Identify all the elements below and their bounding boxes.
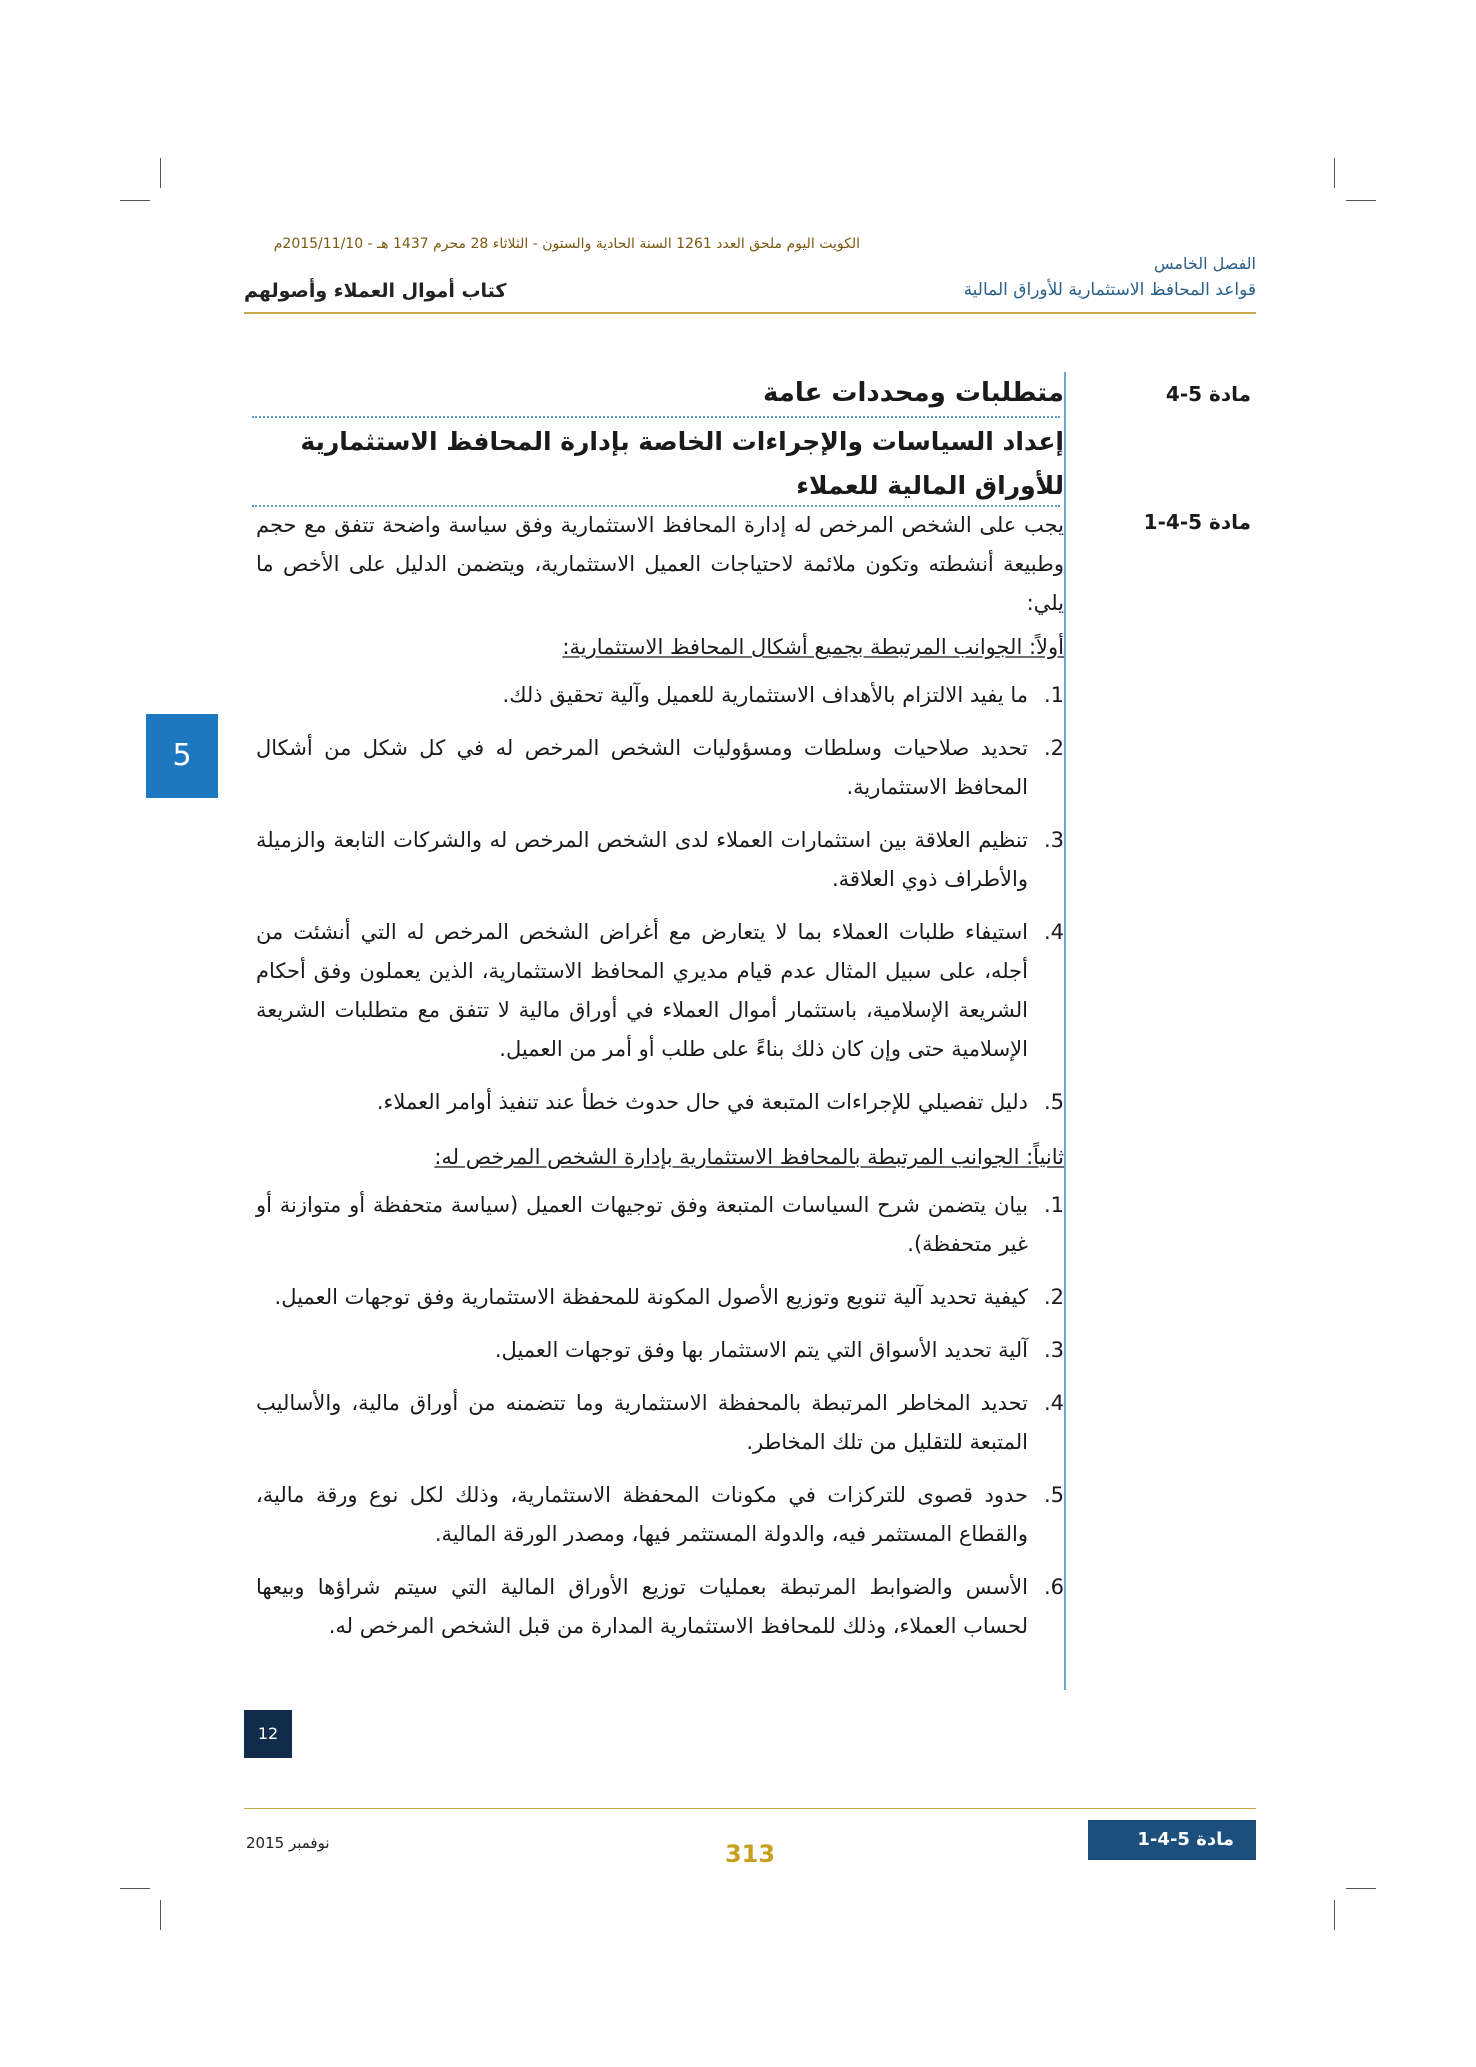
chapter-tab: 5	[146, 714, 218, 798]
list-item	[256, 1476, 1064, 1554]
crop-mark	[1346, 200, 1376, 201]
item-text: آلية تحديد الأسواق التي يتم الاستثمار بها وفق توجهات العميل.	[494, 1338, 1028, 1362]
item-number: 3.	[1043, 1338, 1064, 1362]
article-intro: يجب على الشخص المرخص له إدارة المحافظ الاستثمارية وفق سياسة واضحة تتفق مع حجم وطبيعة أنشطته وتكون ملائمة لاحتياجات العميل الاستثمارية، ويتضمن الدليل على الأخص ما يلي:	[256, 513, 1064, 615]
item-number: 1.	[1043, 683, 1064, 707]
chapter-label: الفصل الخامس	[1154, 254, 1256, 273]
item-text: بيان يتضمن شرح السياسات المتبعة وفق توجيهات العميل (سياسة متحفظة أو متوازنة أو غير متحفظة).	[256, 1193, 1028, 1256]
crop-mark	[160, 1900, 161, 1930]
item-number: 2.	[1043, 736, 1064, 760]
article-label-5-4: مادة 5-4	[1165, 382, 1251, 406]
item-text: الأسس والضوابط المرتبطة بعمليات توزيع الأوراق المالية التي سيتم شراؤها وبيعها لحساب العملاء، وذلك للمحافظ الاستثمارية المدارة من قبل الشخص المرخص له.	[256, 1575, 1028, 1638]
list-item	[256, 821, 1064, 899]
item-text: كيفية تحديد آلية تنويع وتوزيع الأصول المكونة للمحفظة الاستثمارية وفق توجهات العميل.	[274, 1285, 1028, 1309]
crop-mark	[160, 158, 161, 188]
footer-date: نوفمبر 2015	[246, 1834, 330, 1852]
crop-mark	[120, 1888, 150, 1889]
item-text: استيفاء طلبات العملاء بما لا يتعارض مع أغراض الشخص المرخص له التي أنشئت من أجله، على سبيل المثال عدم قيام مديري المحافظ الاستثمارية، الذين يعملون وفق أحكام الشريعة الإسلامية، باستثمار أموال العملاء في أوراق مالية لا تتفق مع متطلبات الشريعة الإسلامية حتى وإن كان ذلك بناءً على طلب أو أمر من العميل.	[256, 920, 1028, 1061]
first-group-heading: أولاً: الجوانب المرتبطة بجميع أشكال المحافظ الاستثمارية:	[562, 635, 1064, 659]
book-title: كتاب أموال العملاء وأصولهم	[244, 280, 507, 302]
item-number: 1.	[1043, 1193, 1064, 1217]
item-number: 5.	[1043, 1090, 1064, 1114]
article-title: متطلبات ومحددات عامة	[762, 378, 1064, 408]
list-item	[256, 1186, 1064, 1264]
header-divider	[244, 312, 1256, 314]
list-item	[256, 1278, 1064, 1317]
item-text: تحديد المخاطر المرتبطة بالمحفظة الاستثمارية وما تتضمنه من أوراق مالية، والأساليب المتبعة للتقليل من تلك المخاطر.	[256, 1391, 1028, 1454]
item-number: 3.	[1043, 828, 1064, 852]
crop-mark	[120, 200, 150, 201]
item-text: دليل تفصيلي للإجراءات المتبعة في حال حدوث خطأ عند تنفيذ أوامر العملاء.	[376, 1090, 1028, 1114]
item-number: 4.	[1043, 920, 1064, 944]
list-item	[256, 1568, 1064, 1646]
gazette-line: الكويت اليوم ملحق العدد 1261 السنة الحادية والستون - الثلاثاء 28 محرم 1437 هـ - 2015/11/10م	[273, 236, 860, 252]
item-number: 2.	[1043, 1285, 1064, 1309]
item-text: حدود قصوى للتركزات في مكونات المحفظة الاستثمارية، وذلك لكل نوع ورقة مالية، والقطاع المستثمر فيه، والدولة المستثمر فيها، ومصدر الورقة المالية.	[256, 1483, 1028, 1546]
item-text: ما يفيد الالتزام بالأهداف الاستثمارية للعميل وآلية تحقيق ذلك.	[502, 683, 1028, 707]
crop-mark	[1334, 158, 1335, 188]
item-text: تحديد صلاحيات وسلطات ومسؤوليات الشخص المرخص له في كل شكل من أشكال المحافظ الاستثمارية.	[256, 736, 1028, 799]
list-item	[256, 729, 1064, 807]
item-number: 6.	[1043, 1575, 1064, 1599]
chapter-subtitle: قواعد المحافظ الاستثمارية للأوراق المالية	[963, 280, 1256, 300]
item-text: تنظيم العلاقة بين استثمارات العملاء لدى الشخص المرخص له والشركات التابعة والزميلة والأطراف ذوي العلاقة.	[256, 828, 1028, 891]
list-item	[256, 1083, 1064, 1122]
column-divider	[1064, 372, 1066, 1690]
item-number: 5.	[1043, 1483, 1064, 1507]
inner-page-number: 12	[244, 1710, 292, 1758]
dotted-divider	[252, 416, 1060, 418]
list-item	[256, 1331, 1064, 1370]
list-item	[256, 913, 1064, 1069]
footer-divider	[244, 1808, 1256, 1809]
crop-mark	[1334, 1900, 1335, 1930]
list-item	[256, 1384, 1064, 1462]
first-group-list	[256, 676, 1064, 1136]
second-group-heading: ثانياً: الجوانب المرتبطة بالمحافظ الاستثمارية بإدارة الشخص المرخص له:	[434, 1145, 1064, 1169]
page-number: 313	[724, 1840, 776, 1868]
second-group-list	[256, 1186, 1064, 1660]
crop-mark	[1346, 1888, 1376, 1889]
section-heading: إعداد السياسات والإجراءات الخاصة بإدارة المحافظ الاستثمارية للأوراق المالية للعملاء	[300, 427, 1064, 500]
article-label-5-4-1: مادة 5-4-1	[1143, 510, 1251, 534]
list-item	[256, 676, 1064, 715]
item-number: 4.	[1043, 1391, 1064, 1415]
footer-article-ref: مادة 5-4-1	[1088, 1820, 1256, 1860]
